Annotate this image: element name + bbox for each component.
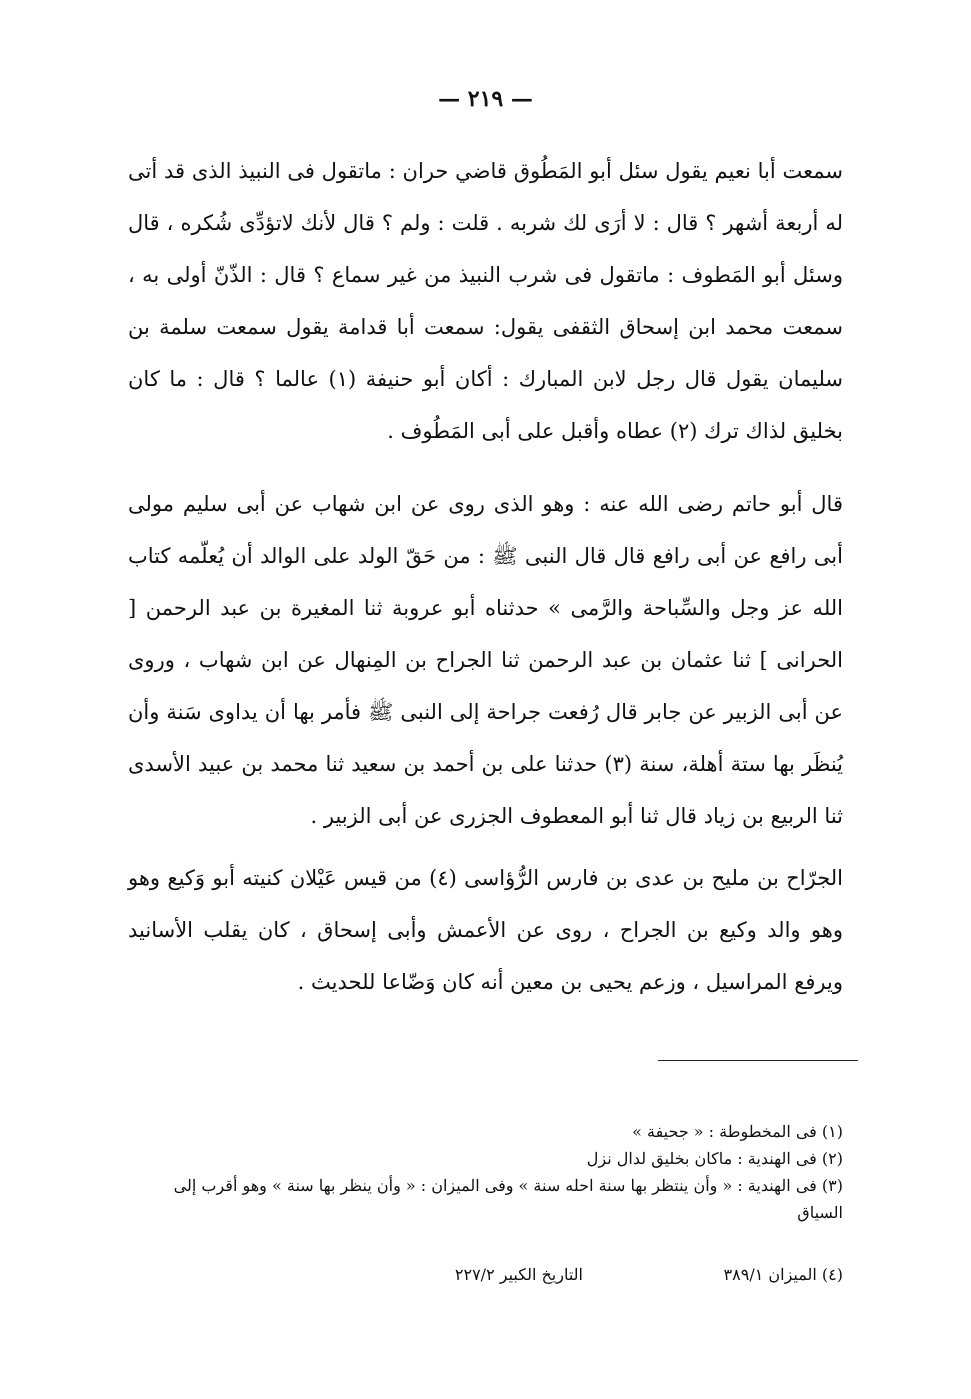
- footnote-2: (٢) فى الهندية : ماكان بخليق لدال نزل: [586, 1149, 843, 1168]
- body-paragraph-2: قال أبو حاتم رضى الله عنه : وهو الذى روى عن ابن شهاب عن أبى سليم مولى أبى رافع عن أبى رافع قال قال النبى ﷺ : من حَقّ الولد على الوالد أن يُعلّمه كتاب الله عز وجل والسِّباحة والرَّمى » حدثناه أبو عروبة ثنا المغيرة بن عبد الرحمن [ الحرانى ] ثنا عثمان بن عبد الرحمن ثنا الجراح بن المِنهال عن ابن شهاب ، وروى عن أبى الزبير عن جابر قال رُفعت جراحة إلى النبى ﷺ فأمر بها أن يداوى سَنة وأن يُنظَر بها ستة أهلة، سنة (٣) حدثنا على بن أحمد بن سعيد ثنا محمد بن عبيد الأسدى ثنا الربيع بن زياد قال ثنا أبو المعطوف الجزرى عن أبى الزبير .: [128, 492, 844, 828]
- body-paragraph-1: سمعت أبا نعيم يقول سئل أبو المَطُوق قاضي حران : ماتقول فى النبيذ الذى قد أتى له أربعة أشهر ؟ قال : لا أرَى لك شربه . قلت : ولم ؟ قال لأنك لاتؤدِّى شُكره ، قال وسئل أبو المَطوف : ماتقول فى شرب النبيذ من غير سماع ؟ قال : الذّنّ أولى به ، سمعت محمد ابن إسحاق الثقفى يقول: سمعت أبا قدامة يقول سمعت سلمة بن سليمان يقول قال رجل لابن المبارك : أكان أبو حنيفة (١) عالما ؟ قال : ما كان بخليق لذاك ترك (٢) عطاه وأقبل على أبى المَطُوف .: [128, 159, 843, 443]
- footnotes: [128, 1118, 843, 1226]
- footnote-3: (٣) فى الهندية : « وأن ينتظر بها سنة احله سنة » وفى الميزان : « وأن ينظر بها سنة » وهو أقرب إلى السياق: [173, 1176, 843, 1222]
- footnote-separator: [658, 1060, 858, 1061]
- footnote-4-source-b: التاريخ الكبير ٢٢٧/٢: [454, 1265, 583, 1284]
- body-paragraph-3: الجرّاح بن مليح بن عدى بن فارس الرُّؤاسى (٤) من قيس عَيْلان كنيته أبو وَكيع وهو وهو والد وكيع بن الجراح ، روى عن الأعمش وأبى إسحاق ، كان يقلب الأسانيد ويرفع المراسيل ، وزعم يحيى بن معين أنه كان وَضّاعا للحديث .: [128, 866, 844, 994]
- footnote-4-source-a: (٤) الميزان ٣٨٩/١: [723, 1265, 843, 1284]
- page-number: — ٢١٩ —: [438, 86, 533, 112]
- footnote-1: (١) فى المخطوطة : « جحيفة »: [632, 1122, 843, 1141]
